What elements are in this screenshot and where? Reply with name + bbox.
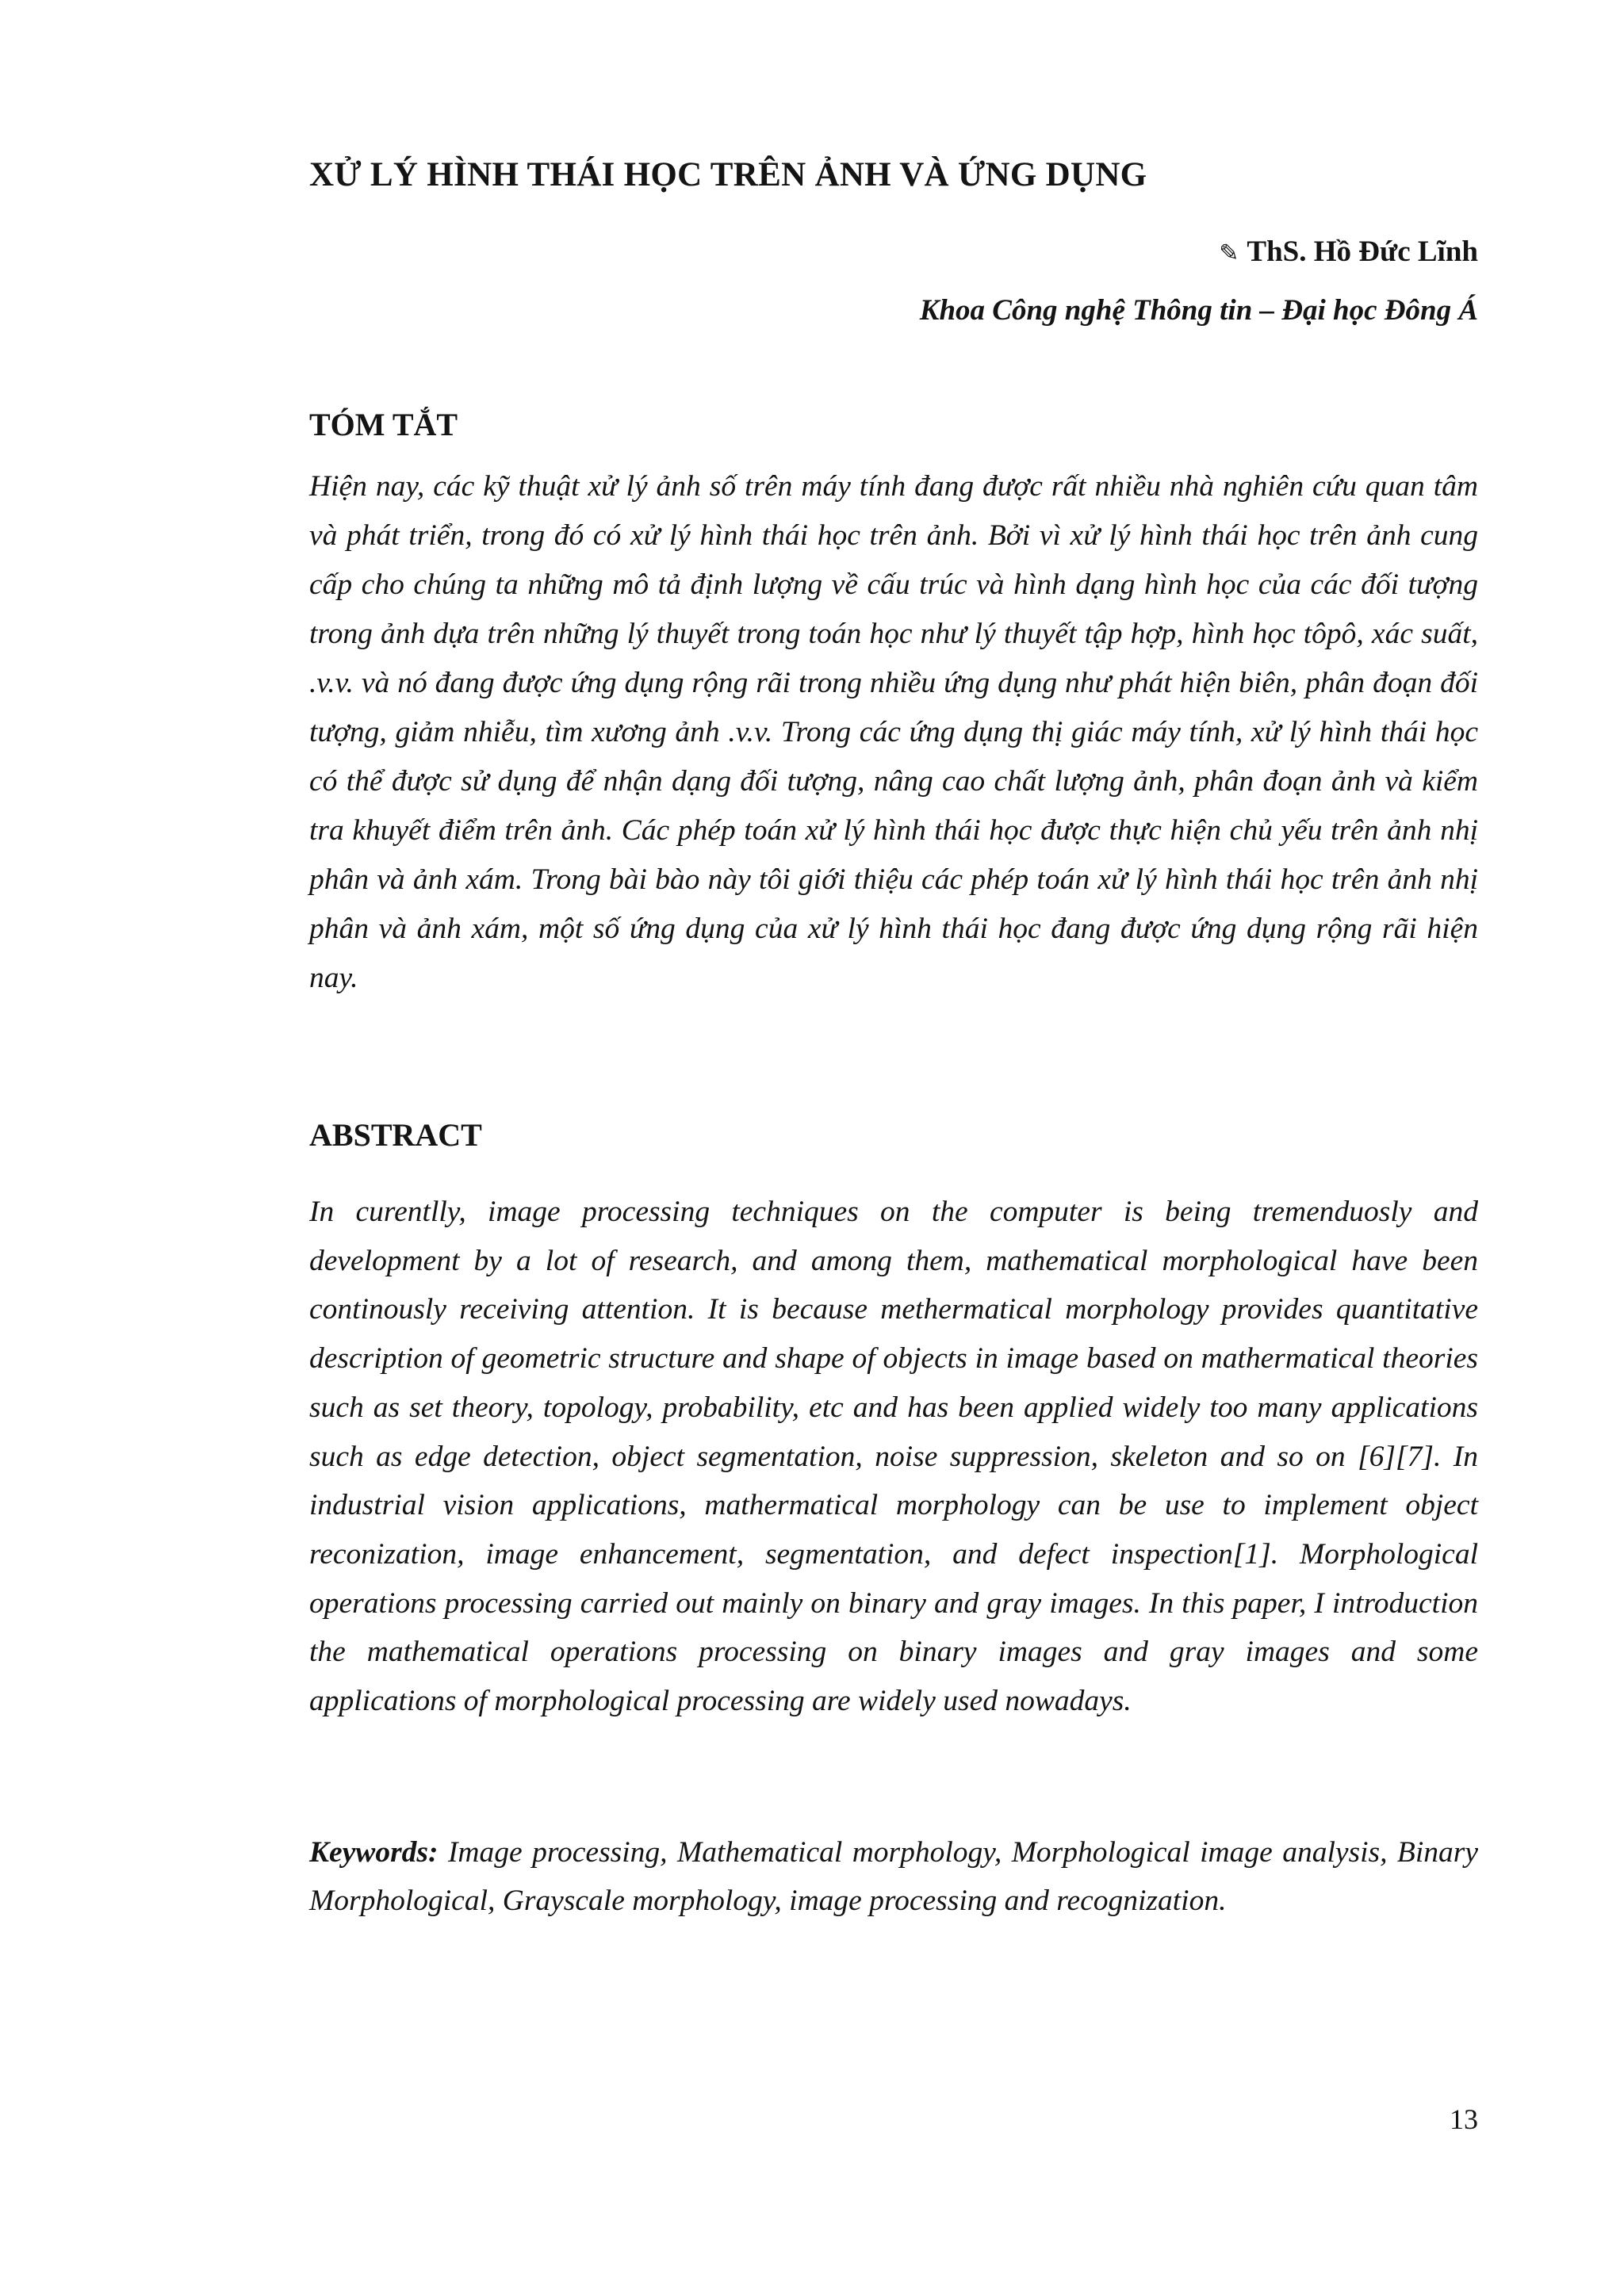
abstract-body: In curentlly, image processing techniques on the computer is being tremenduosly and development by a lot of research, and among them, mathematical morphological have been continously receiving attention. It is because methermatical morphology provides quantitative description of geometric structure and shape of objects in image based on mathermatical theories such as set theory, topology, probability, etc and has been applied widely too many applications such as edge detection, object segmentation, noise suppression, skeleton and so on [6][7]. In industrial vision applications, mathermatical morphology can be use to implement object reconization, image enhancement, segmentation, and defect inspection[1]. Morphological operations processing carried out mainly on binary and gray images. In this paper, I introduction the mathematical operations processing on binary images and gray images and some applications of morphological processing are widely used nowadays. — [309, 1196, 1478, 1718]
abstract-heading: ABSTRACT — [309, 1117, 482, 1153]
page-number: 13 — [1450, 2103, 1478, 2135]
paper-title: XỬ LÝ HÌNH THÁI HỌC TRÊN ẢNH VÀ ỨNG DỤNG — [309, 156, 1147, 193]
author-affiliation: Khoa Công nghệ Thông tin – Đại học Đông Á — [919, 294, 1478, 327]
pen-icon: ✎ — [1219, 240, 1239, 266]
keywords-text: Image processing, Mathematical morphology, Morphological image analysis, Binary Morphological, Grayscale morphology, image processing and recognization. — [309, 1836, 1478, 1917]
keywords-paragraph — [309, 1828, 1478, 1925]
keywords-label: Keywords: — [309, 1836, 439, 1869]
author-line — [1219, 235, 1478, 269]
tom-tat-heading: TÓM TẮT — [309, 407, 458, 442]
author-name: ThS. Hồ Đức Lĩnh — [1247, 235, 1478, 268]
tom-tat-body: Hiện nay, các kỹ thuật xử lý ảnh số trên máy tính đang được rất nhiều nhà nghiên cứu quan tâm và phát triển, trong đó có xử lý hình thái học trên ảnh. Bởi vì xử lý hình thái học trên ảnh cung cấp cho chúng ta những mô tả định lượng về cấu trúc và hình dạng hình học của các đối tượng trong ảnh dựa trên những lý thuyết trong toán học như lý thuyết tập hợp, hình học tôpô, xác suất, .v.v. và nó đang được ứng dụng rộng rãi trong nhiều ứng dụng như phát hiện biên, phân đoạn đối tượng, giảm nhiễu, tìm xương ảnh .v.v. Trong các ứng dụng thị giác máy tính, xử lý hình thái học có thể được sử dụng để nhận dạng đối tượng, nâng cao chất lượng ảnh, phân đoạn ảnh và kiểm tra khuyết điểm trên ảnh. Các phép toán xử lý hình thái học được thực hiện chủ yếu trên ảnh nhị phân và ảnh xám. Trong bài bào này tôi giới thiệu các phép toán xử lý hình thái học trên ảnh nhị phân và ảnh xám, một số ứng dụng của xử lý hình thái học đang được ứng dụng rộng rãi hiện nay. — [309, 470, 1478, 994]
